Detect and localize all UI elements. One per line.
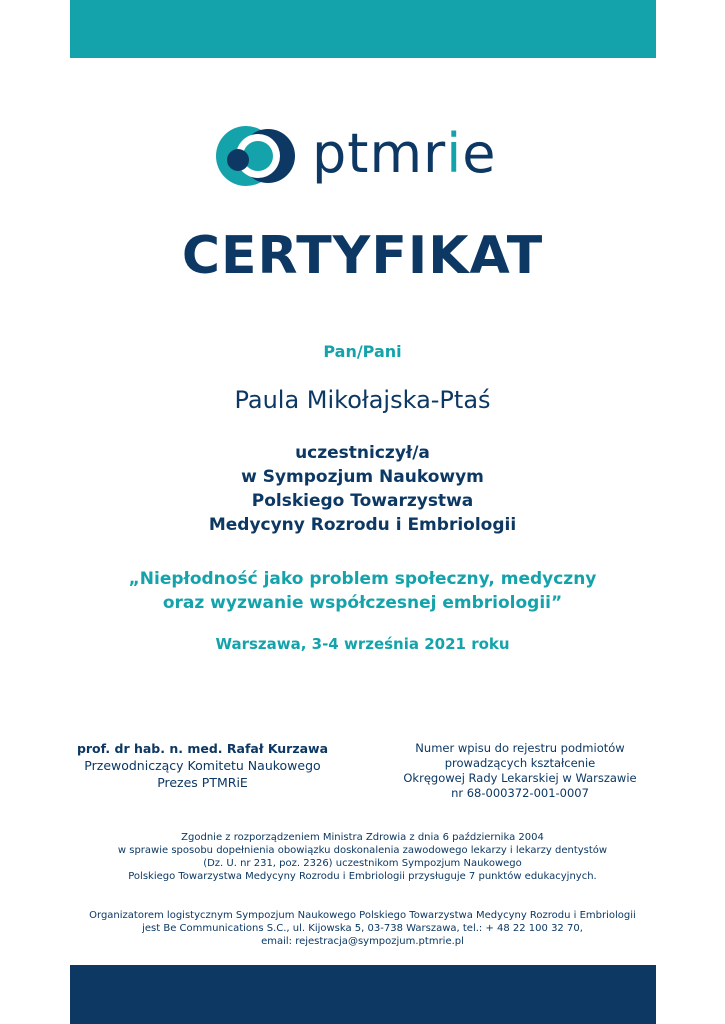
certificate-title: CERTYFIKAT	[181, 226, 544, 286]
participation-line: Polskiego Towarzystwa	[251, 491, 474, 511]
organizer-line: Organizatorem logistycznym Sympozjum Naukowego Polskiego Towarzystwa Medycyny Rozrodu i Embriologii	[89, 910, 636, 921]
ptmrie-logo	[216, 116, 516, 196]
registry-line: Numer wpisu do rejestru podmiotów	[415, 741, 625, 755]
participation-line: uczestniczył/a	[295, 443, 430, 463]
topic-line: „Niepłodność jako problem społeczny, medyczny	[128, 569, 597, 589]
participation-statement	[0, 441, 725, 537]
signatory-name: prof. dr hab. n. med. Rafał Kurzawa	[76, 741, 329, 756]
organizer-line: jest Be Communications S.C., ul. Kijowska 5, 03-738 Warszawa, tel.: + 48 22 100 32 70,	[142, 923, 583, 934]
topic-line: oraz wyzwanie współczesnej embriologii”	[162, 593, 563, 613]
legal-line: Polskiego Towarzystwa Medycyny Rozrodu i Embriologii przysługuje 7 punktów edukacyjnych.	[128, 871, 597, 882]
signature-block	[60, 740, 345, 791]
legal-line: (Dz. U. nr 231, poz. 2326) uczestnikom Sympozjum Naukowego	[203, 858, 522, 869]
registry-line: prowadzących kształcenie	[444, 756, 596, 770]
event-date: Warszawa, 3-4 września 2021 roku	[215, 635, 510, 653]
logo-text-end: e	[462, 122, 497, 185]
registry-block	[395, 741, 645, 801]
signatory-role: Przewodniczący Komitetu Naukowego	[84, 758, 321, 773]
salutation: Pan/Pani	[323, 342, 402, 361]
participation-line: w Sympozjum Naukowym	[241, 467, 484, 487]
registry-line: Okręgowej Rady Lekarskiej w Warszawie	[403, 771, 637, 785]
organizer-line: email: rejestracja@sympozjum.ptmrie.pl	[261, 936, 464, 947]
top-color-band	[70, 0, 656, 58]
registry-line: nr 68-000372-001-0007	[451, 786, 589, 800]
symposium-topic	[0, 567, 725, 615]
legal-notice	[0, 831, 725, 883]
legal-line: w sprawie sposobu dopełnienia obowiązku doskonalenia zawodowego lekarzy i lekarzy dentystów	[117, 845, 608, 856]
signatory-role: Prezes PTMRiE	[157, 775, 248, 790]
logo-wordmark	[312, 118, 497, 190]
logo-text-main: ptmr	[312, 122, 447, 185]
bottom-color-band	[70, 965, 656, 1024]
legal-line: Zgodnie z rozporządzeniem Ministra Zdrowia z dnia 6 października 2004	[181, 832, 544, 843]
logo-circles-icon	[216, 116, 296, 196]
logo-text-accent: i	[446, 122, 463, 185]
organizer-notice	[0, 909, 725, 948]
participant-name: Paula Mikołajska-Ptaś	[234, 386, 491, 414]
participation-line: Medycyny Rozrodu i Embriologii	[208, 515, 517, 535]
